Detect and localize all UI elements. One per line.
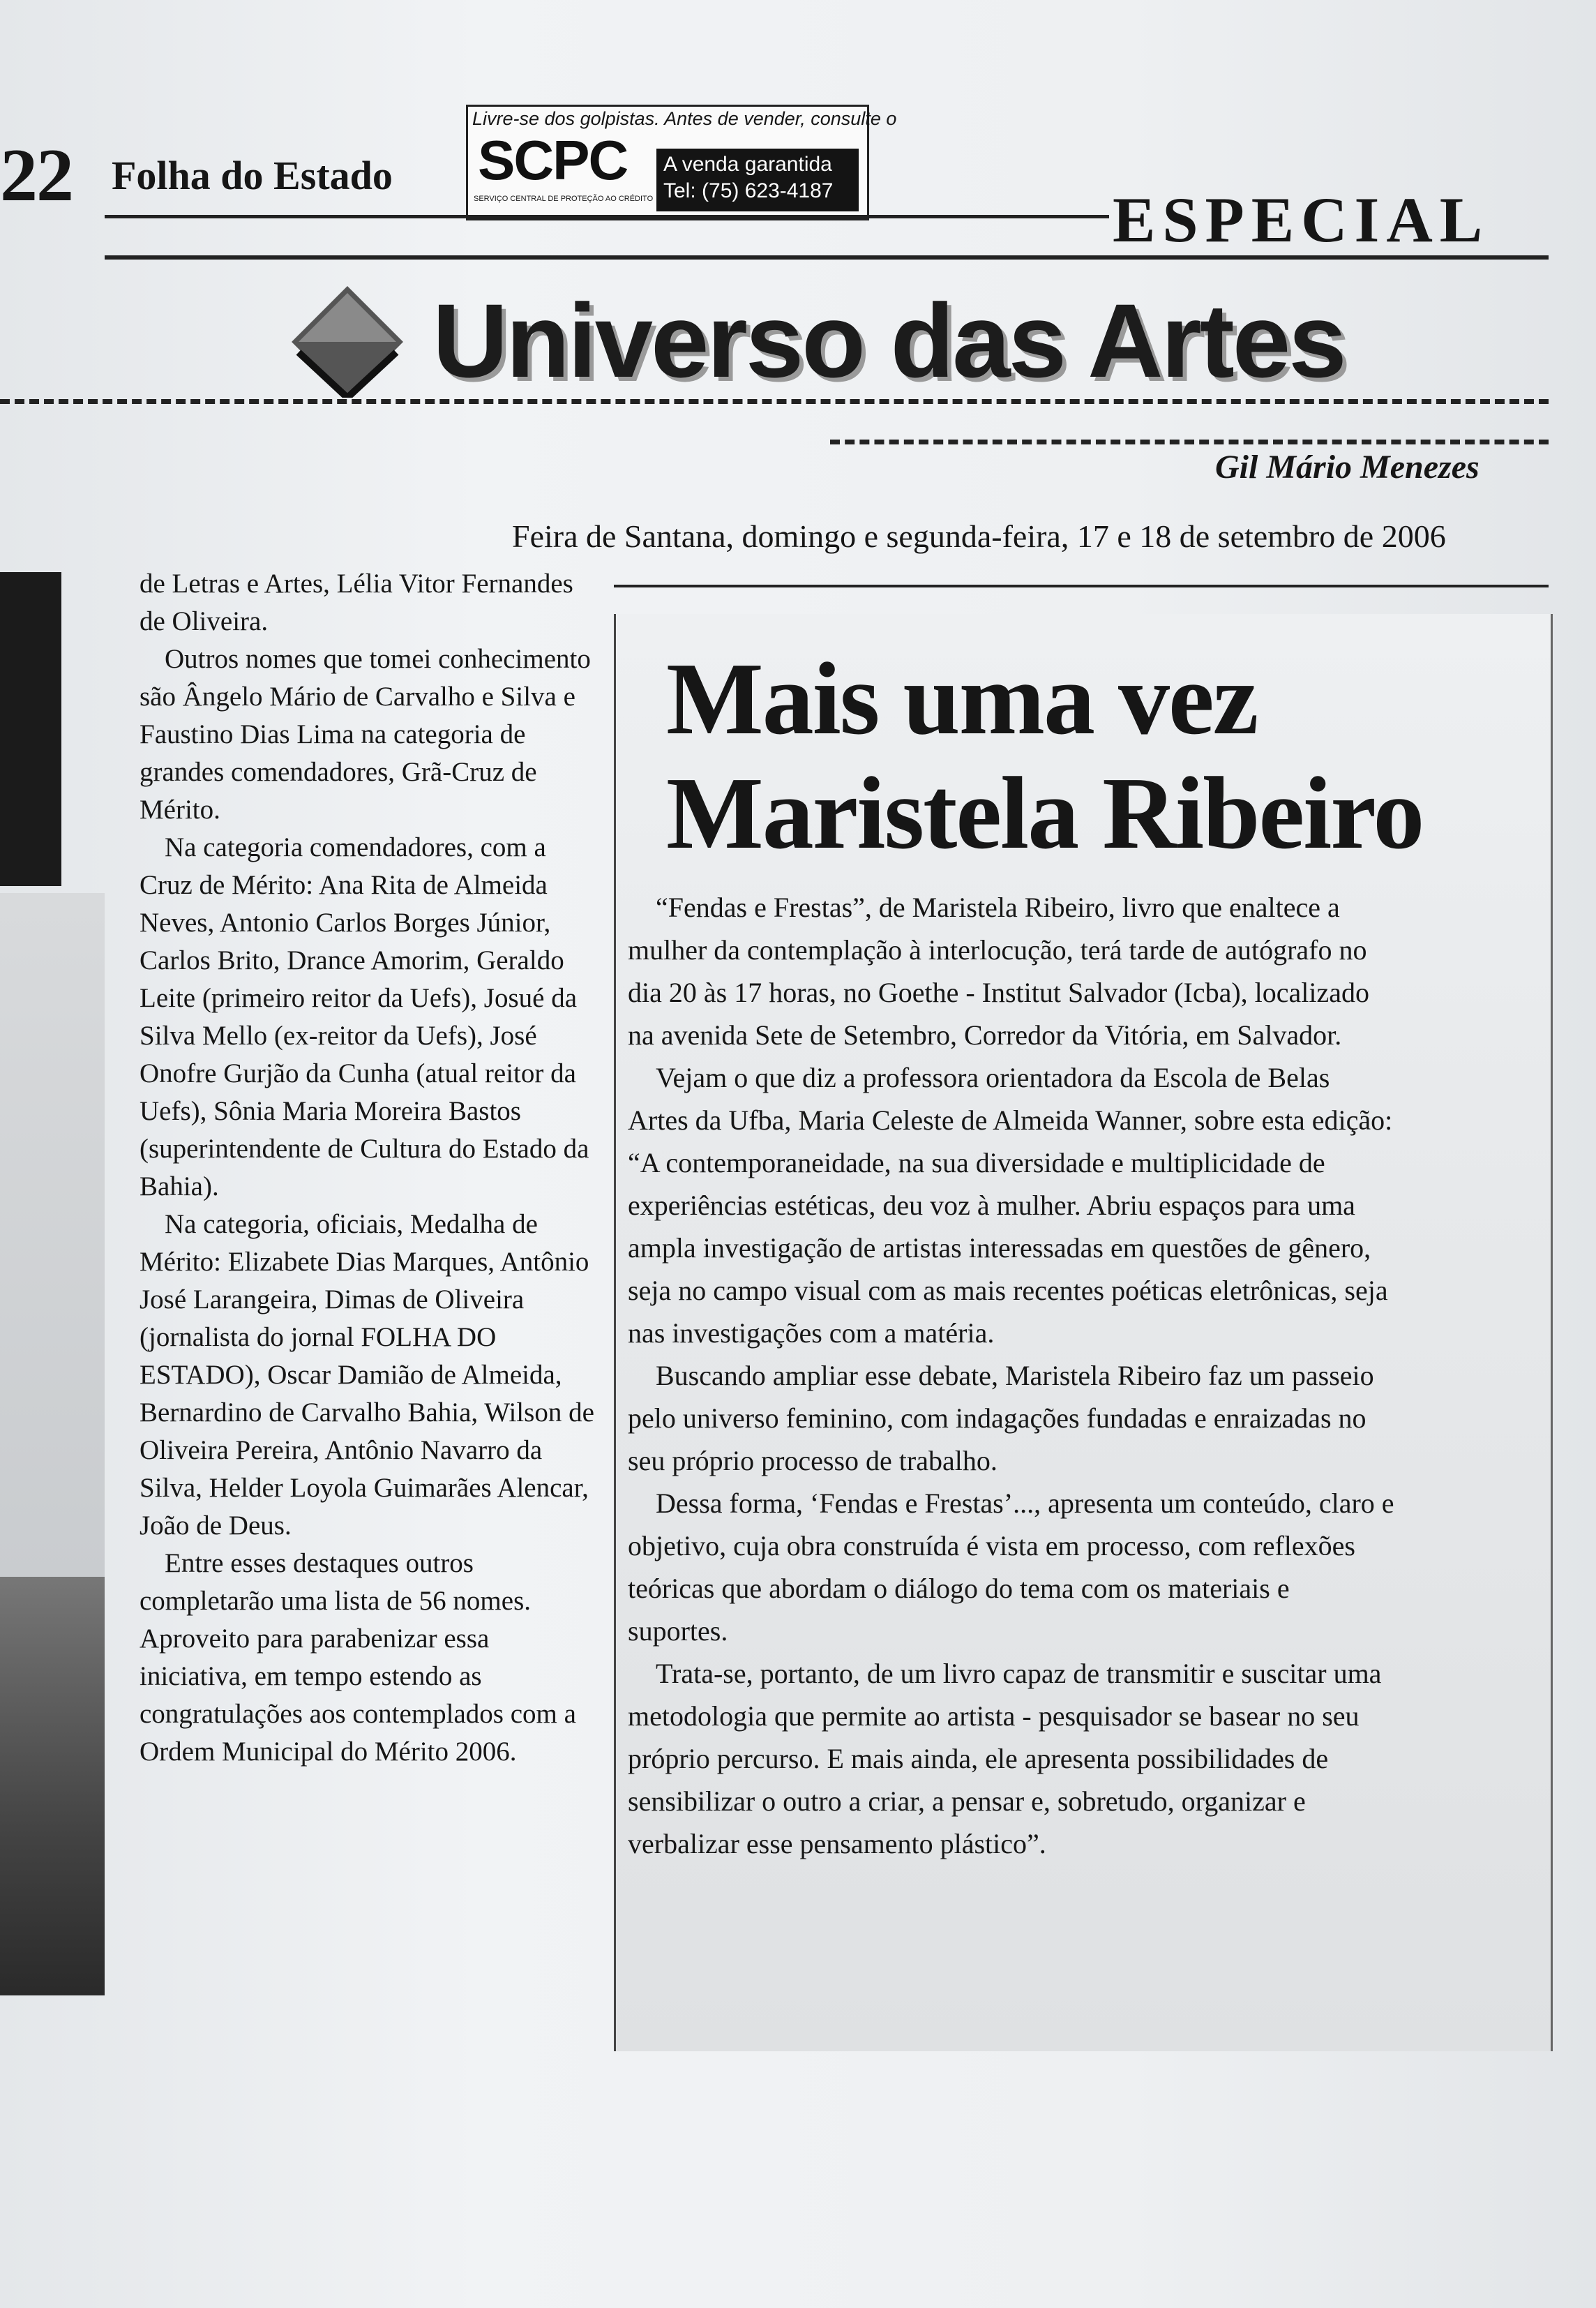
article-paragraph: Buscando ampliar esse debate, Maristela Ribeiro faz um passeio pelo universo feminino, com indagações fundadas e enraizadas no seu próprio processo de trabalho.	[628, 1360, 1374, 1476]
left-paragraph: Na categoria comendadores, com a Cruz de Mérito: Ana Rita de Almeida Neves, Antonio Carlos Borges Júnior, Carlos Brito, Drance Amorim, Geraldo Leite (primeiro reitor da Uefs), Josué da Silva Mello (ex-reitor da Uefs), José Onofre Gurjão da Cunha (atual reitor da Uefs), Sônia Maria Moreira Bastos (superintendente de Cultura do Estado da Bahia).	[140, 832, 589, 1201]
adjacent-page-strip	[0, 893, 105, 1577]
adjacent-page-lower-strip	[0, 1577, 105, 1995]
scpc-advert	[466, 105, 897, 220]
diamond-logo-icon	[292, 286, 403, 398]
dashed-divider	[0, 399, 1549, 404]
article-paragraph: “Fendas e Frestas”, de Maristela Ribeiro, livro que enaltece a mulher da contemplação à interlocução, terá tarde de autógrafo no dia 20 às 17 horas, no Goethe - Institut Salvador (Icba), localizado na avenida Sete de Setembro, Corredor da Vitória, em Salvador.	[628, 892, 1370, 1051]
author-byline: Gil Mário Menezes	[1215, 449, 1480, 486]
left-paragraph: de Letras e Artes, Lélia Vitor Fernandes de Oliveira.	[140, 569, 573, 636]
left-paragraph: Outros nomes que tomei conhecimento são Ângelo Mário de Carvalho e Silva e Faustino Dias Lima na categoria de grandes comendadores, Grã-Cruz de Mérito.	[140, 644, 591, 825]
column-banner-title: Universo das Artes	[432, 282, 1345, 399]
dateline: Feira de Santana, domingo e segunda-feira, 17 e 18 de setembro de 2006	[512, 518, 1446, 554]
article-headline	[666, 642, 1423, 871]
section-rule	[105, 255, 1549, 260]
article-body	[628, 886, 1395, 1865]
advert-box-line2: Tel: (75) 623-4187	[663, 179, 834, 202]
section-label: ESPECIAL	[1113, 184, 1490, 255]
advert-logo: SCPC	[478, 129, 628, 191]
dashed-divider-byline	[830, 440, 1549, 444]
left-paragraph: Na categoria, oficiais, Medalha de Mérito: Elizabete Dias Marques, Antônio José Larangeira, Dimas de Oliveira (jornalista do jornal FOLHA DO ESTADO), Oscar Damião de Almeida, Bernardino de Carvalho Bahia, Wilson de Oliveira Pereira, Antônio Navarro da Silva, Helder Loyola Guimarães Alencar, João de Deus.	[140, 1209, 594, 1541]
article-paragraph: Trata-se, portanto, de um livro capaz de transmitir e suscitar uma metodologia que permite ao artista - pesquisador se basear no seu próprio percurso. E mais ainda, ele apresenta possibilidades de sensibilizar o outro a criar, a pensar e, sobretudo, organizar e verbalizar esse pensamento plástico”.	[628, 1658, 1382, 1859]
headline-line-1: Mais uma vez	[666, 642, 1258, 756]
advert-subtitle: SERVIÇO CENTRAL DE PROTEÇÃO AO CRÉDITO	[474, 195, 654, 203]
masthead-rule	[105, 215, 1109, 218]
page-number: 22	[0, 134, 73, 217]
advert-tagline: Livre-se dos golpistas. Antes de vender, consulte o	[472, 108, 897, 129]
advert-box-line1: A venda garantida	[663, 153, 832, 176]
left-paragraph: Entre esses destaques outros completarão uma lista de 56 nomes. Aproveito para parabenizar essa iniciativa, em tempo estendo as congratulações aos contemplados com a Ordem Municipal do Mérito 2006.	[140, 1548, 576, 1767]
dateline-rule	[614, 585, 1549, 587]
newspaper-name: Folha do Estado	[112, 153, 393, 198]
article-paragraph: Dessa forma, ‘Fendas e Frestas’..., apresenta um conteúdo, claro e objetivo, cuja obra construída é vista em processo, com reflexões teóricas que abordam o diálogo do tema com os materiais e suportes.	[628, 1488, 1394, 1647]
adjacent-page-dark-strip	[0, 572, 61, 886]
headline-line-2: Maristela Ribeiro	[666, 756, 1424, 871]
advert-contact-box	[656, 149, 859, 211]
article-paragraph: Vejam o que diz a professora orientadora da Escola de Belas Artes da Ufba, Maria Celeste de Almeida Wanner, sobre esta edição: “A contemporaneidade, na sua diversidade e multiplicidade de experiências estéticas, deu voz à mulher. Abriu espaços para uma ampla investigação de artistas interessadas em questões de gênero, seja no campo visual com as mais recentes poéticas eletrônicas, seja nas investigações com a matéria.	[628, 1062, 1393, 1349]
left-column-text	[140, 565, 600, 2030]
